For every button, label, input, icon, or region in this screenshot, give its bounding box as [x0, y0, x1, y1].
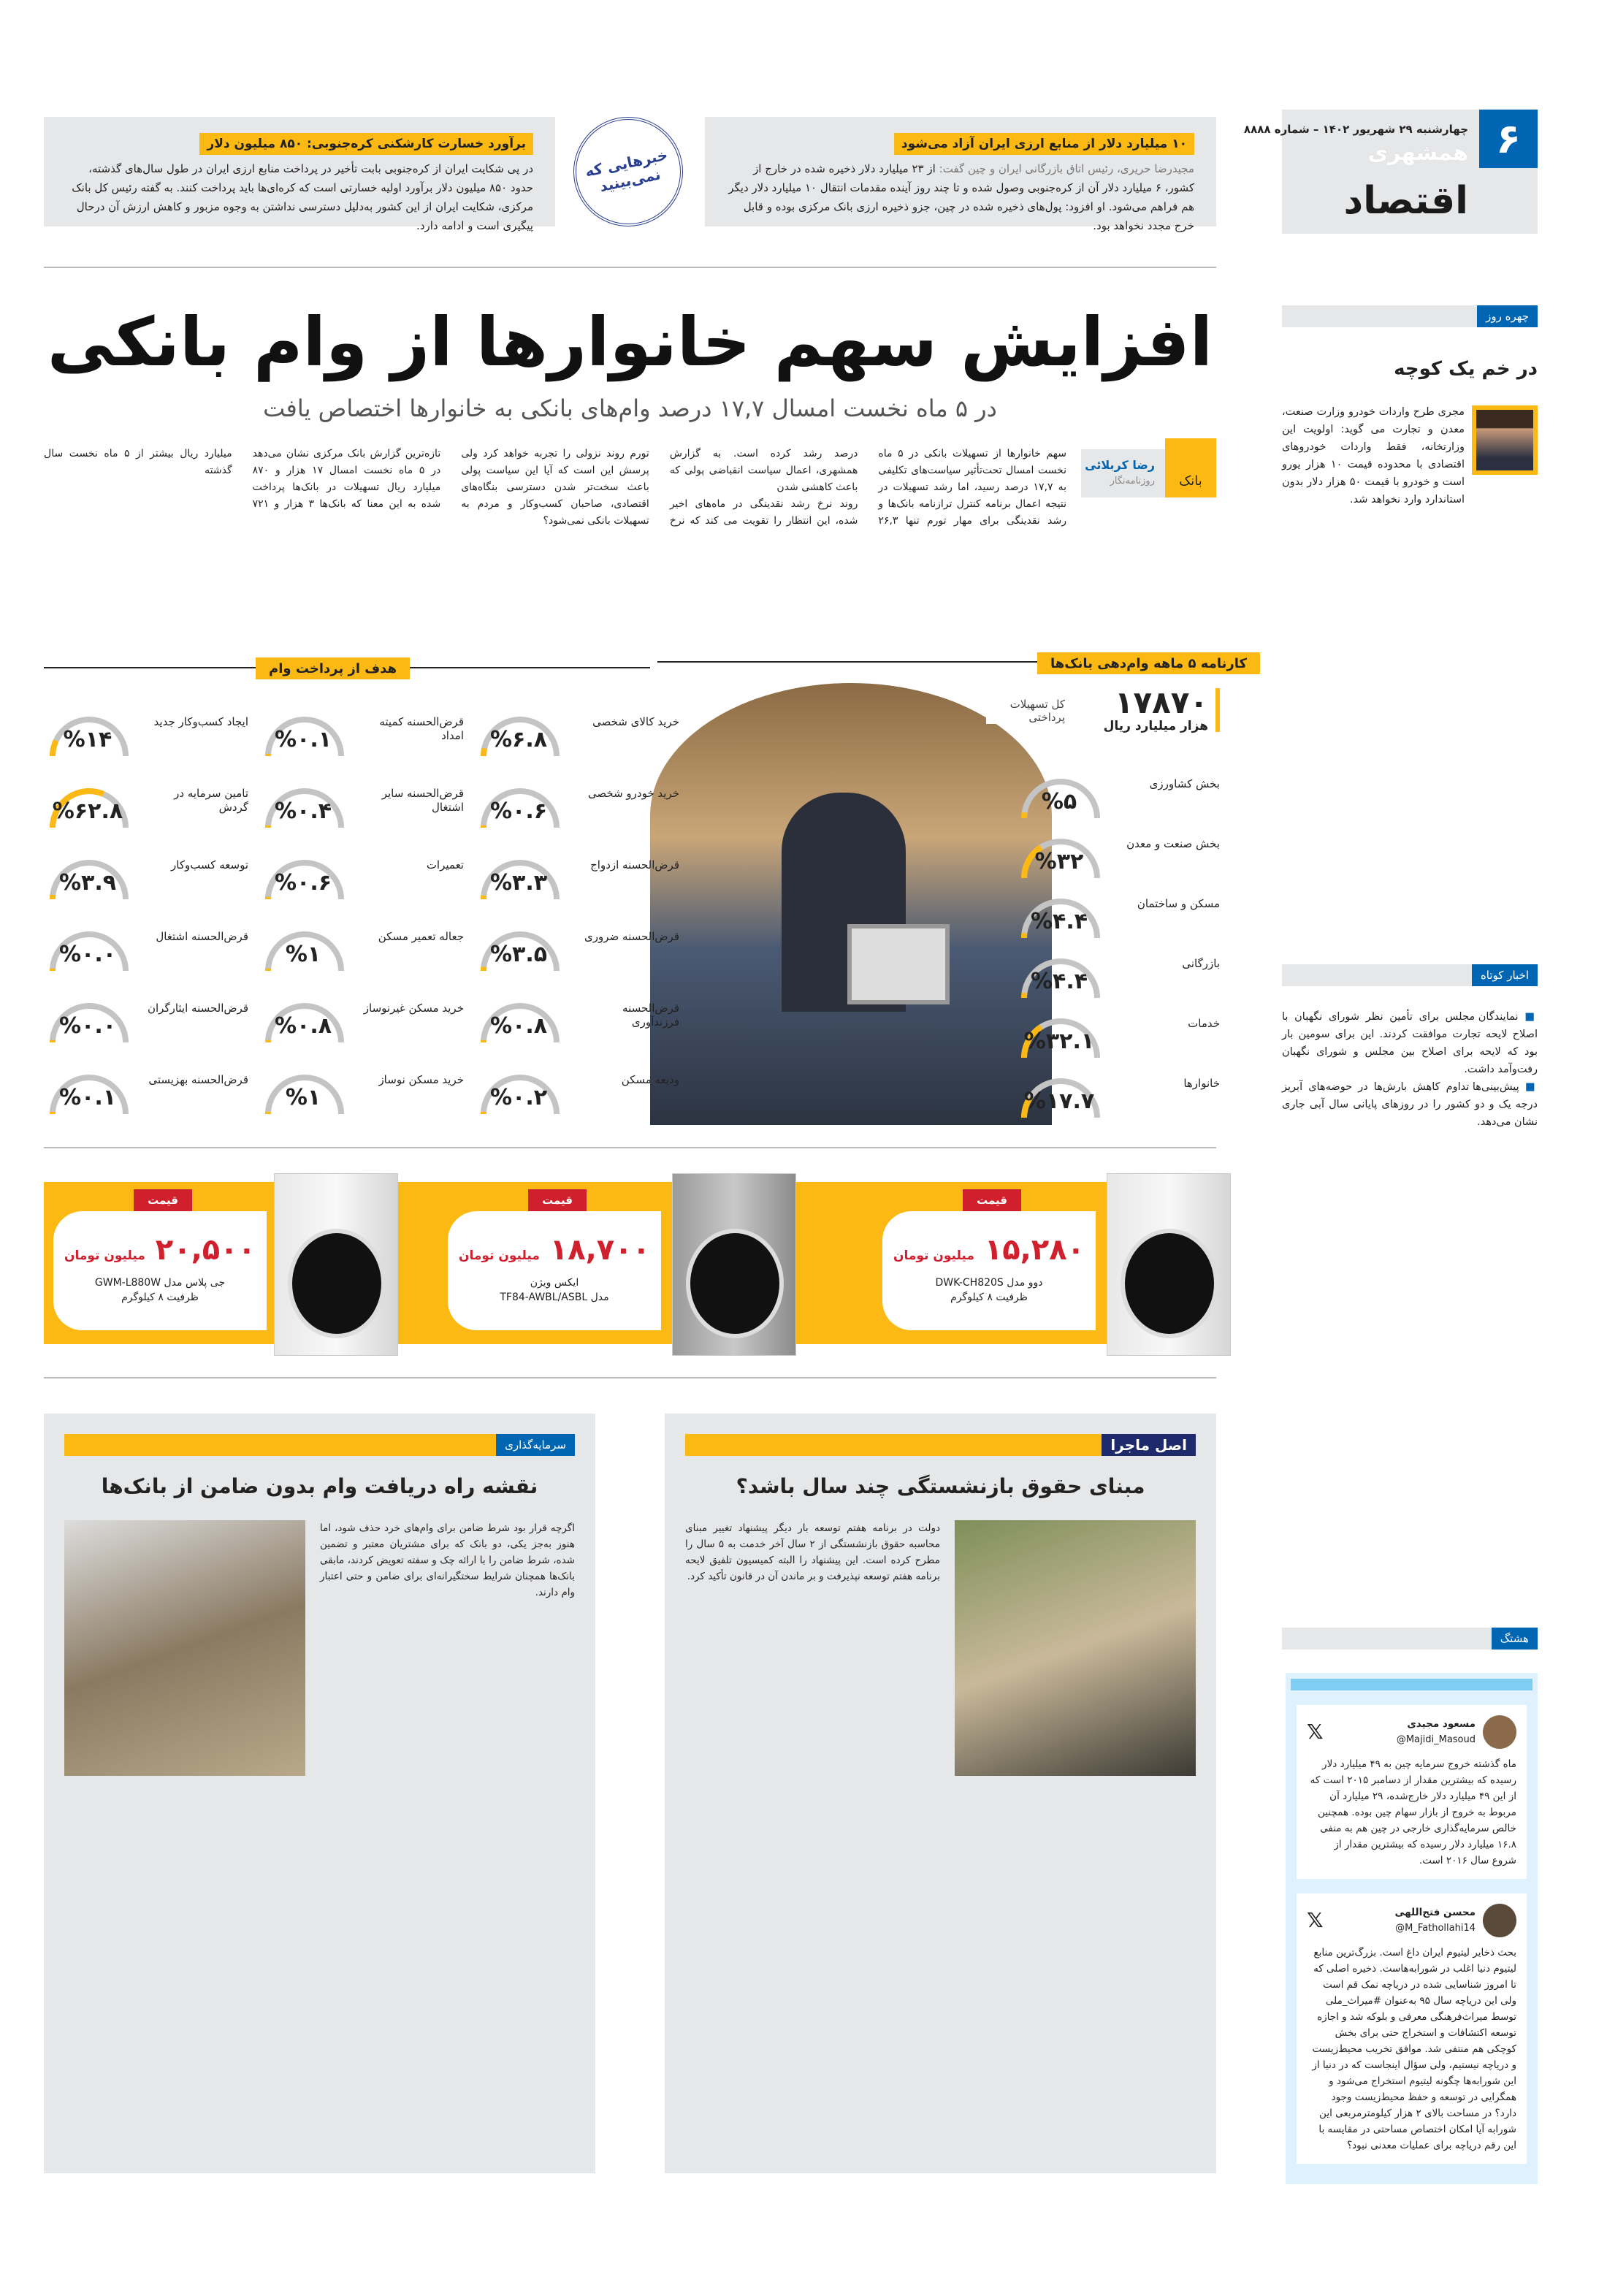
gauge-sectors	[1015, 767, 1220, 824]
x-logo-icon: 𝕏	[1307, 1720, 1324, 1744]
photo-monitor	[847, 924, 950, 1004]
price-label: قیمت	[134, 1189, 192, 1211]
tweet-author: محسن فتح‌اللهی	[1394, 1907, 1476, 1918]
stamp-logo	[563, 107, 693, 237]
kicker-bar	[685, 1434, 1196, 1456]
gauge-purposes_col2	[259, 920, 464, 977]
top-news-left-body: در پی شکایت ایران از کره‌جنوبی بابت تأخیر در پرداخت منابع ارزی ایران در طول سال‌های گذشته، حدود ۸۵۰ میلیون دلار برآورد اولیه خسارتی است که کره‌ای‌ها باید پرداخت کنند. به گفته رئیس کل بانک مرکزی، شکایت ایران از این کشور به‌دلیل دسترسی نداشتن به وجوه مزبور و کاهش ارزش آن درحال پیگیری است و ادامه دارد.	[72, 162, 533, 232]
gauge-purposes_col1	[475, 920, 679, 977]
gauge-purposes_col2	[259, 705, 464, 762]
avatar	[1483, 1715, 1516, 1749]
gauge-purposes_col2	[259, 1063, 464, 1120]
gauge-purposes_col2	[259, 991, 464, 1048]
product-card	[882, 1194, 1096, 1330]
tweet	[1297, 1893, 1527, 2164]
banner-loan-purpose: هدف از پرداخت وام	[256, 657, 410, 679]
tweets-panel	[1286, 1673, 1538, 2184]
gauge-value: %۰.۸	[274, 1013, 332, 1039]
face-header-label: چهره روز	[1477, 305, 1538, 327]
gauge-value: %۵	[1041, 789, 1077, 815]
tweet-text: ماه گذشته خروج سرمایه چین به ۴۹ میلیارد دلار رسیده که بیشترین مقدار از دسامبر ۲۰۱۵ است که از این ۴۹ میلیارد دلار خارج‌شده، ۲۹ میلیارد آن مربوط به خروج از بازار سهام چین بوده. همچنین خالص سرمایه‌گذاری خارجی در چین هم به منفی ۱۶.۸ میلیارد دلار رسیده که بیشترین مقدار از شروع سال ۲۰۱۶ است.	[1310, 1758, 1516, 1866]
gauge-value: %۳.۵	[489, 942, 548, 967]
machine-door	[1121, 1229, 1218, 1338]
gauge-purposes_col3	[44, 777, 248, 834]
bank-photo	[650, 683, 1052, 1125]
article-body	[44, 446, 1066, 530]
brief-news-text: نمایندگان مجلس برای تأمین نظر شورای نگهبان با اصلاح لایحه تجارت موافقت کردند. این برای سومین بار بود که لایحه برای اصلاح بین مجلس و شورای نگهبان رفت‌وآمد داشت.	[1282, 1011, 1538, 1075]
divider	[44, 1147, 1216, 1148]
author-box	[1081, 449, 1216, 497]
hashtag-header-label: هشتگ	[1492, 1628, 1538, 1649]
gauge-purposes_col3	[44, 1063, 248, 1120]
elderly-men-photo	[955, 1520, 1196, 1776]
gauge-purposes_col2	[259, 777, 464, 834]
gauge-purposes_col3	[44, 848, 248, 905]
gauge-value: %۶.۸	[489, 727, 548, 752]
machine-door	[686, 1229, 784, 1338]
brief-news-item: ■ نمایندگان مجلس برای تأمین نظر شورای نگهبان با اصلاح لایحه تجارت موافقت کردند. این برای سومین بار بود که لایحه برای اصلاح بین مجلس و شورای نگهبان رفت‌وآمد داشت.	[1282, 1011, 1538, 1075]
washing-machine-image	[672, 1173, 796, 1356]
article-title: مبنای حقوق بازنشستگی چند سال باشد؟	[736, 1474, 1145, 1498]
gauge-label: قرض‌الحسنه ضروری	[584, 930, 679, 943]
divider	[44, 1377, 1216, 1378]
page-subheadline: در ۵ ماه نخست امسال ۱۷,۷ درصد وام‌های بانکی به خانوارها اختصاص یافت	[263, 394, 997, 422]
gauge-value: %۰.۸	[489, 1013, 548, 1039]
face-portrait	[1472, 405, 1538, 475]
total-accent-bar	[1215, 688, 1220, 732]
stamp-text: خبرهایی که نمی‌بینید	[583, 145, 670, 196]
price-value: ۲۰,۵۰۰	[155, 1233, 256, 1267]
kicker-label: اصل ماجرا	[1102, 1434, 1196, 1456]
gauge-label: بخش صنعت و معدن	[1126, 837, 1220, 850]
page-headline: افزایش سهم خانوارها از وام بانکی	[47, 303, 1213, 381]
avatar	[1483, 1904, 1516, 1937]
gauge-value: %۰.۲	[489, 1085, 548, 1110]
brief-news-text: پیش‌بینی‌ها تداوم کاهش بارش‌ها در حوضه‌های آبریز درجه یک و دو کشور را در روزهای پایانی سال آبی جاری نشان می‌دهد.	[1282, 1081, 1538, 1128]
gauge-value: %۰.۱	[274, 727, 332, 752]
total-loans	[1074, 684, 1220, 733]
gauge-label: توسعه کسب‌وکار	[171, 858, 248, 872]
tweet-handle: @Majidi_Masoud	[1396, 1734, 1476, 1745]
gauge-sectors	[1015, 1067, 1220, 1124]
face-title: در خم یک کوچه	[1394, 358, 1538, 380]
gauge-purposes_col1	[475, 848, 679, 905]
price-value: ۱۸,۷۰۰	[549, 1233, 651, 1267]
divider	[44, 267, 1216, 268]
masthead	[1243, 110, 1538, 234]
kicker-label: سرمایه‌گذاری	[496, 1434, 575, 1456]
gauge-label: خرید خودرو شخصی	[587, 787, 679, 800]
gauge-label: بازرگانی	[1182, 957, 1220, 970]
tweet-author: مسعود مجیدی	[1407, 1718, 1476, 1730]
product-spec: ظرفیت ۸ کیلوگرم	[950, 1292, 1028, 1303]
news-header-label: اخبار کوتاه	[1472, 964, 1538, 986]
section-title: اقتصاد	[1343, 179, 1468, 223]
gauge-sectors	[1015, 1007, 1220, 1064]
gauge-value: %۰.۶	[274, 870, 332, 896]
gauge-value: %۳.۹	[58, 870, 117, 896]
product-model: ایکس ویژن	[530, 1277, 579, 1289]
product-spec: مدل TF84-AWBL/ASBL	[500, 1292, 609, 1303]
browser-bar	[1291, 1679, 1532, 1690]
gauge-purposes_col1	[475, 705, 679, 762]
gauge-purposes_col2	[259, 848, 464, 905]
article-title: نقشه راه دریافت وام بدون ضامن از بانک‌ها	[101, 1474, 538, 1498]
gauge-value: %۴.۴	[1030, 969, 1088, 994]
top-news-right	[705, 117, 1216, 232]
gauge-label: قرض‌الحسنه اشتغال	[156, 930, 248, 943]
gauge-label: تامین سرمایه در گردش	[174, 787, 248, 814]
gauge-purposes_col3	[44, 920, 248, 977]
top-news-left-headline: برآورد خسارت کارشکنی کره‌جنوبی: ۸۵۰ میلیون دلار	[199, 133, 533, 155]
face-header	[1282, 305, 1538, 327]
gauge-label: قرض‌الحسنه ایثارگران	[147, 1002, 248, 1015]
issue-date: چهارشنبه ۲۹ شهریور ۱۴۰۲ – شماره ۸۸۸۸	[1243, 123, 1468, 136]
gauge-label: خانوارها	[1183, 1077, 1220, 1090]
price-label: قیمت	[963, 1189, 1021, 1211]
gauge-label: قرض‌الحسنه سایر اشتغال	[381, 787, 464, 814]
gauge-label: خرید کالای شخصی	[592, 715, 679, 728]
gauge-label: قرض‌الحسنه بهزیستی	[148, 1073, 248, 1086]
gauge-value: %۱۴	[63, 727, 112, 752]
hashtag-header	[1282, 1628, 1538, 1649]
paper-logo: همشهری	[1367, 140, 1468, 166]
article-paragraph: روند نرخ رشد نقدینگی در ماه‌های اخیر شده، این انتظار را تقویت می کند که نرخ تورم روند نزولی را تجربه خواهد کرد ولی پرسش این است که آیا این سیاست پولی باعث سخت‌تر شدن دسترسی بنگاه‌های اقتصادی، صاحبان کسب‌وکار و مردم به تسهیلات بانکی نمی‌شود؟	[461, 448, 858, 527]
author-role: روزنامه‌نگار	[1110, 476, 1155, 487]
gauge-value: %۰.۴	[274, 798, 332, 824]
pension-article	[665, 1414, 1216, 2173]
gauge-label: تعمیرات	[426, 858, 464, 872]
gauge-label: قرض‌الحسنه ازدواج	[590, 858, 679, 872]
total-label: کل تسهیلات پرداختی	[986, 698, 1065, 724]
top-news-right-body: از ۲۳ میلیارد دلار ذخیره شده در خارج از کشور، ۶ میلیارد دلار آن از کره‌جنوبی وصول شده و تا چند روز آینده مقدمات انتقال ۱۰ میلیارد دلار دیگر هم فراهم می‌شود. او افزود: پول‌های ذخیره شده در چین، جزو ذخیره ارزی بانک مرکزی بوده و قابل خرج مجدد نخواهد بود.	[728, 162, 1194, 232]
total-value: ۱۷۸۷۰	[1114, 684, 1208, 720]
quote-source: مجیدرضا حریری، رئیس اتاق بازرگانی ایران و چین گفت:	[939, 162, 1194, 175]
washing-machine-image	[274, 1173, 398, 1356]
brief-news-item: ■ پیش‌بینی‌ها تداوم کاهش بارش‌ها در حوضه‌های آبریز درجه یک و دو کشور را در روزهای پایانی سال آبی جاری نشان می‌دهد.	[1282, 1081, 1538, 1128]
face-body: مجری طرح واردات خودرو وزارت صنعت، معدن و تجارت می گوید: اولویت این وزارتخانه، فقط واردات خودروهای اقتصادی با محدوده قیمت ۱۰ هزار یورو است و خودرو با قیمت ۵۰ هزار دلار بدون استاندارد وارد نخواهد شد.	[1282, 406, 1465, 506]
gauge-label: خرید مسکن نوساز	[378, 1073, 464, 1086]
news-header	[1282, 964, 1538, 986]
gauge-value: %۰.۰	[58, 1013, 117, 1039]
gauge-label: ودیعه مسکن	[621, 1073, 679, 1086]
gauge-label: بخش کشاورزی	[1149, 777, 1220, 790]
gauge-label: جعاله تعمیر مسکن	[378, 930, 464, 943]
gauge-purposes_col1	[475, 991, 679, 1048]
gauge-label: خدمات	[1188, 1017, 1220, 1030]
gauge-value: %۶۲.۸	[52, 798, 123, 824]
product-band	[44, 1182, 1216, 1344]
gauge-purposes_col1	[475, 1063, 679, 1120]
banner-bank-loans: کارنامه ۵ ماهه وام‌دهی بانک‌ها	[1037, 652, 1260, 674]
price-unit: میلیون تومان	[458, 1248, 540, 1263]
money-hands-photo	[64, 1520, 305, 1776]
gauge-label: ایجاد کسب‌وکار جدید	[153, 715, 248, 728]
price-unit: میلیون تومان	[64, 1248, 145, 1263]
gauge-value: %۰.۶	[489, 798, 548, 824]
tweet-handle: @M_Fathollahi14	[1395, 1923, 1476, 1934]
machine-door	[288, 1229, 386, 1338]
gauge-value: %۱	[285, 942, 321, 967]
page-number: ۶	[1479, 110, 1538, 168]
washing-machine-image	[1107, 1173, 1231, 1356]
category-tag: بانک	[1165, 438, 1216, 497]
gauge-purposes_col3	[44, 705, 248, 762]
gauge-label: قرض‌الحسنه کمیته امداد	[379, 715, 464, 742]
product-card	[53, 1194, 267, 1330]
article-body: دولت در برنامه هفتم توسعه بار دیگر پیشنهاد تغییر مبنای محاسبه حقوق بازنشستگی از ۲ سال آخر خدمت به ۵ سال را مطرح کرده است. این پیشنهاد را البته کمیسیون تلفیق لایحه برنامه هفتم توسعه نپذیرفت و بر ماندن آن در قانون تأکید کرد.	[685, 1522, 940, 1582]
gauge-sectors	[1015, 887, 1220, 944]
gauge-value: %۳۲	[1034, 849, 1084, 874]
product-spec: ظرفیت ۸ کیلوگرم	[121, 1292, 199, 1303]
brief-news	[1282, 1008, 1538, 1131]
gauge-purposes_col1	[475, 777, 679, 834]
gauge-sectors	[1015, 827, 1220, 884]
top-news-left	[44, 117, 555, 232]
product-model: دوو مدل DWK-CH820S	[935, 1277, 1043, 1289]
author-name: رضا کربلائی	[1085, 458, 1155, 472]
gauge-value: %۰.۰	[58, 942, 117, 967]
gauge-sectors	[1015, 947, 1220, 1004]
gauge-value: %۰.۱	[58, 1085, 117, 1110]
gauge-value: %۴.۴	[1030, 909, 1088, 934]
gauge-purposes_col3	[44, 991, 248, 1048]
tweet	[1297, 1705, 1527, 1879]
price-value: ۱۵,۲۸۰	[984, 1233, 1085, 1267]
article-body: اگرچه قرار بود شرط ضامن برای وام‌های خرد حذف شود، اما هنوز به‌جز یکی، دو بانک که برای مشتریان معتبر و تضمین شده، شرط ضامن را با ارائه چک و سفته تعویض کردند، مابقی بانک‌ها همچنان شرایط سختگیرانه‌ای برای ضامن و حتی اعتبار وام دارند.	[320, 1522, 575, 1598]
top-news-right-headline: ۱۰ میلیارد دلار از منابع ارزی ایران آزاد می‌شود	[894, 133, 1194, 155]
gauge-value: %۳.۳	[489, 870, 548, 896]
gauge-label: خرید مسکن غیرنوساز	[363, 1002, 464, 1015]
article-lead: سهم خانوارها از تسهیلات بانکی در ۵ ماه نخست امسال تحت‌تأثیر سیاست‌های تکلیفی به ۱۷,۷ درصد رسید، اما رشد تسهیلات در نتیجه اعمال برنامه کنترل ترازنامه بانک‌ها و رشد نقدینگی برای مهار تورم تنها ۲۶,۳ درصد رشد کرده است. به گزارش همشهری، اعمال سیاست انقباضی پولی که باعث کاهشی شدن	[669, 448, 1066, 527]
gauge-label: مسکن و ساختمان	[1137, 897, 1220, 910]
gauge-value: %۱۷.۷	[1023, 1088, 1095, 1114]
product-model: جی پلاس مدل GWM-L880W	[94, 1277, 226, 1289]
loan-article	[44, 1414, 595, 2173]
gauge-value: %۱	[285, 1085, 321, 1110]
gauge-value: %۳۲.۱	[1023, 1029, 1095, 1054]
article-paragraph: تازه‌ترین گزارش بانک مرکزی نشان می‌دهد در ۵ ماه نخست امسال ۱۷ هزار و ۸۷۰ میلیارد ریال تسهیلات در بانک‌ها پرداخت شده به این معنا که بانک‌ها ۳ هزار و ۷۲۱ میلیارد ریال بیشتر از ۵ ماه نخست سال گذشته	[44, 448, 441, 510]
product-card	[448, 1194, 661, 1330]
price-unit: میلیون تومان	[893, 1248, 974, 1263]
price-label: قیمت	[528, 1189, 587, 1211]
tweet-text: بحث ذخایر لیتیوم ایران داغ است. بزرگ‌ترین منابع لیتیوم دنیا اغلب در شورابه‌هاست. ذخیره اصلی که تا امروز شناسایی شده در دریاچه نمک قم است ولی این دریاچه سال ۹۵ به‌عنوان #میراث_ملی توسط میراث‌فرهنگی معرفی و بلوکه شد و اجازه توسعه اکتشافات و استخراج حتی برای بخش کوچکی هم منتفی شد. موافق تخریب محیط‌زیست و دریاچه نیستیم، ولی سؤال اینجاست که در دنیا از این شورابه‌ها چگونه لیتیوم استخراج می‌شود و همگرایی در توسعه و حفظ محیط‌زیست وجود دارد؟ در مساحت بالای ۲ هزار کیلومترمربعی این شورابه آیا امکان اختصاص مساحتی در مقایسه با این رقم دریاچه برای عملیات معدنی نبود؟	[1312, 1947, 1516, 2151]
kicker-bar	[64, 1434, 575, 1456]
total-unit: هزار میلیارد ریال	[1103, 719, 1208, 733]
gauge-label: قرض‌الحسنه فرزندآوری	[622, 1002, 679, 1029]
x-logo-icon: 𝕏	[1307, 1908, 1324, 1932]
